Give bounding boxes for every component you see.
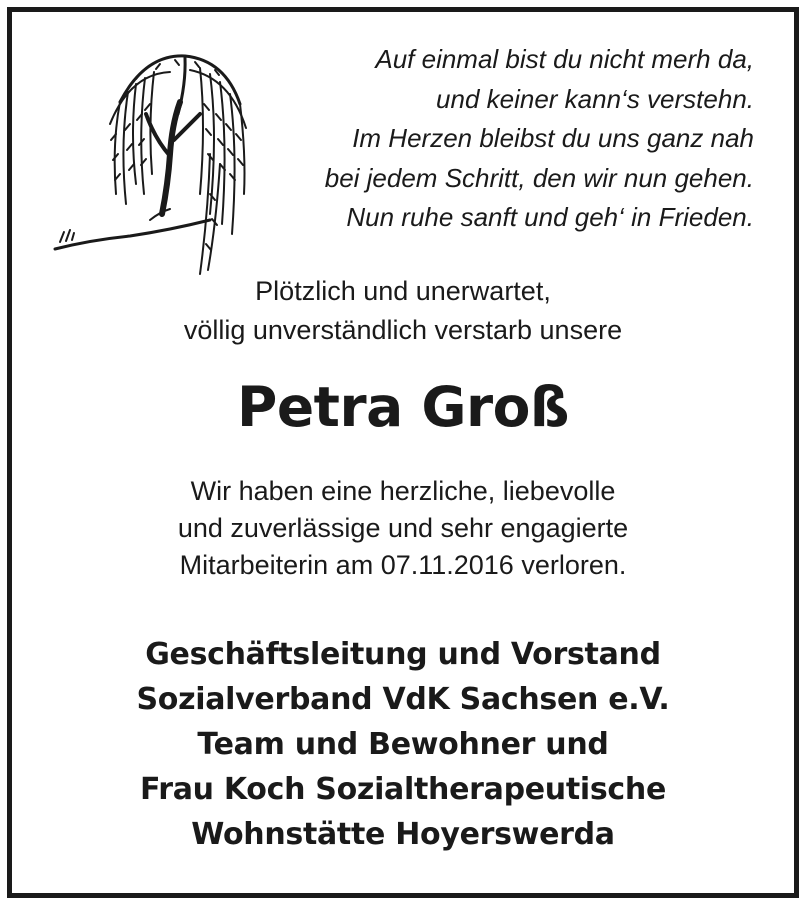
poem-line: Auf einmal bist du nicht merh da, xyxy=(375,44,754,74)
deceased-name: Petra Groß xyxy=(237,375,569,439)
intro-text xyxy=(12,272,794,350)
tribute-message xyxy=(12,473,794,584)
message-line: Mitarbeiterin am 07.11.2016 verloren. xyxy=(179,550,627,580)
signer-line: Team und Bewohner und xyxy=(197,727,609,762)
weeping-willow-icon xyxy=(50,44,265,279)
signers xyxy=(12,632,794,857)
poem xyxy=(234,40,754,238)
poem-line: bei jedem Schritt, den wir nun gehen. xyxy=(324,162,754,193)
intro-line: völlig unverständlich verstarb unsere xyxy=(183,315,623,345)
signer-line: Frau Koch Sozialtherapeutische xyxy=(139,772,667,807)
signer-line: Wohnstätte Hoyerswerda xyxy=(191,817,615,852)
message-line: und zuverlässige und sehr engagierte xyxy=(177,513,629,543)
poem-line: Im Herzen bleibst du uns ganz nah xyxy=(352,123,754,153)
signer-line: Geschäftsleitung und Vorstand xyxy=(145,637,661,672)
signer-line: Sozialverband VdK Sachsen e.V. xyxy=(136,682,670,717)
obituary-frame xyxy=(7,7,799,898)
poem-line: Nun ruhe sanft und geh‘ in Frieden. xyxy=(346,202,754,232)
poem-line: und keiner kann‘s verstehn. xyxy=(436,83,754,114)
intro-line: Plötzlich und unerwartet, xyxy=(255,276,551,306)
message-line: Wir haben eine herzliche, liebevolle xyxy=(190,476,616,506)
